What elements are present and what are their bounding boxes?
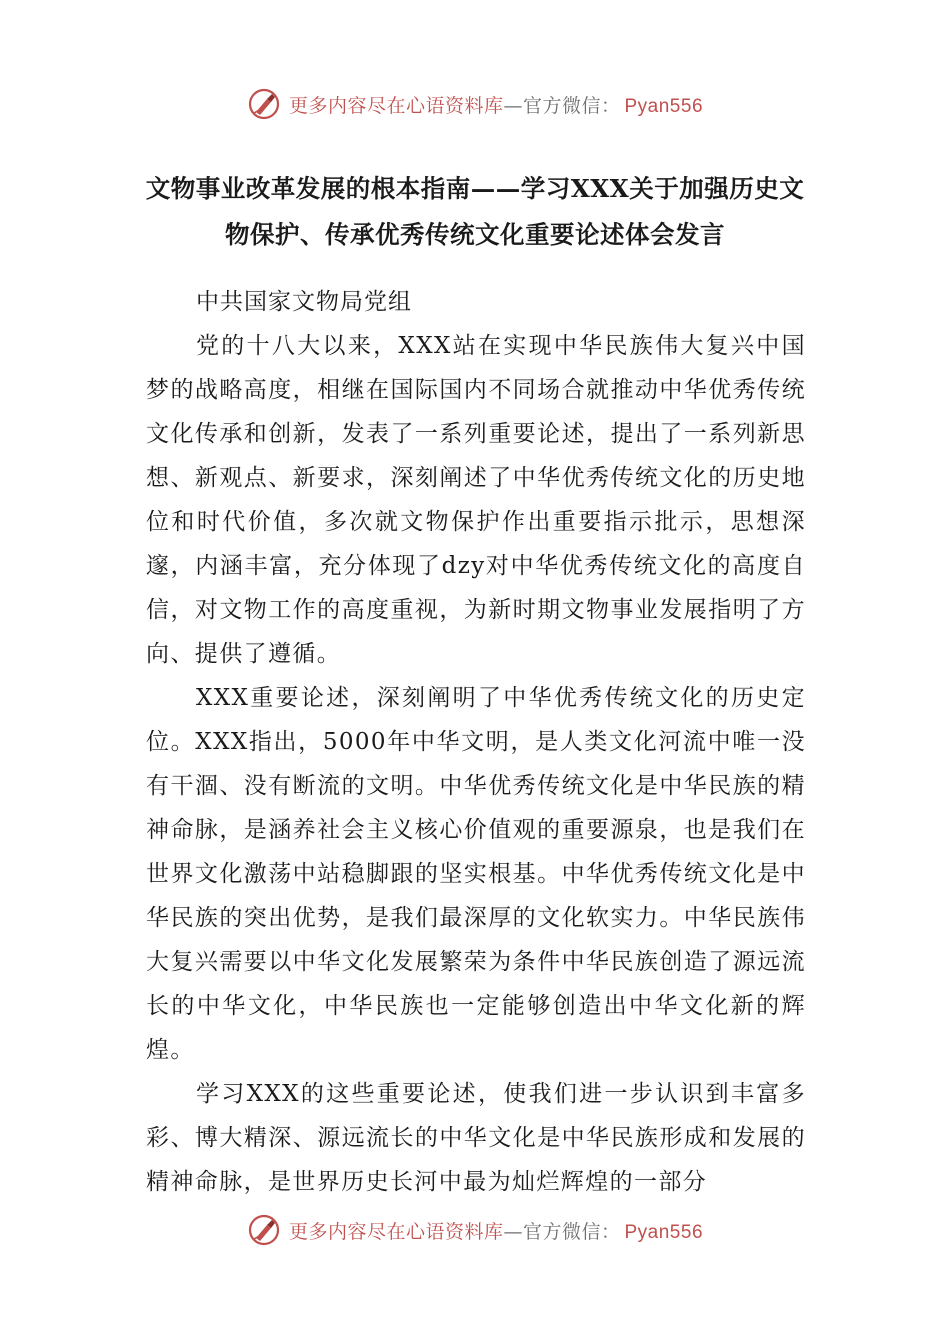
body-paragraph: XXX重要论述，深刻阐明了中华优秀传统文化的历史定位。XXX指出，5000年中华文明，是人类文化河流中唯一没有干涸、没有断流的文明。中华优秀传统文化是中华民族的精神命脉，是涵养社会主义核心价值观的重要源泉，也是我们在世界文化激荡中站稳脚跟的坚实根基。中华优秀传统文化是中华民族的突出优势，是我们最深厚的文化软实力。中华民族伟大复兴需要以中华文化发展繁荣为条件中华民族创造了源远流长的中华文化，中华民族也一定能够创造出中华文化新的辉煌。 — [146, 685, 806, 1063]
header-banner — [0, 84, 950, 124]
pen-nib-logo-icon — [247, 87, 281, 121]
banner-main-text: 更多内容尽在心语资料库 — [288, 94, 504, 117]
document-title: 文物事业改革发展的根本指南——学习XXX关于加强历史文物保护、传承优秀传统文化重要论述体会发言 — [145, 174, 805, 249]
body-paragraph: 学习XXX的这些重要论述，使我们进一步认识到丰富多彩、博大精深、源远流长的中华文化是中华民族形成和发展的精神命脉，是世界历史长河中最为灿烂辉煌的一部分 — [146, 1081, 806, 1195]
document-author: 中共国家文物局党组 — [196, 289, 412, 315]
footer-banner — [0, 1210, 950, 1250]
banner-text — [289, 1217, 703, 1244]
banner-sub-text: —官方微信： — [503, 1220, 621, 1243]
banner-sub-text: —官方微信： — [503, 94, 621, 117]
body-paragraph: 党的十八大以来，XXX站在实现中华民族伟大复兴中国梦的战略高度，相继在国际国内不同场合就推动中华优秀传统文化传承和创新，发表了一系列重要论述，提出了一系列新思想、新观点、新要求，深刻阐述了中华优秀传统文化的历史地位和时代价值，多次就文物保护作出重要指示批示，思想深邃，内涵丰富，充分体现了dzy对中华优秀传统文化的高度自信，对文物工作的高度重视，为新时期文物事业发展指明了方向、提供了遵循。 — [146, 333, 806, 667]
banner-main-text: 更多内容尽在心语资料库 — [288, 1220, 504, 1243]
banner-wechat-id: Pyan556 — [624, 95, 704, 117]
document-body — [146, 324, 806, 1204]
banner-text — [289, 91, 703, 118]
banner-wechat-id: Pyan556 — [624, 1221, 704, 1243]
pen-nib-logo-icon — [247, 1213, 281, 1247]
